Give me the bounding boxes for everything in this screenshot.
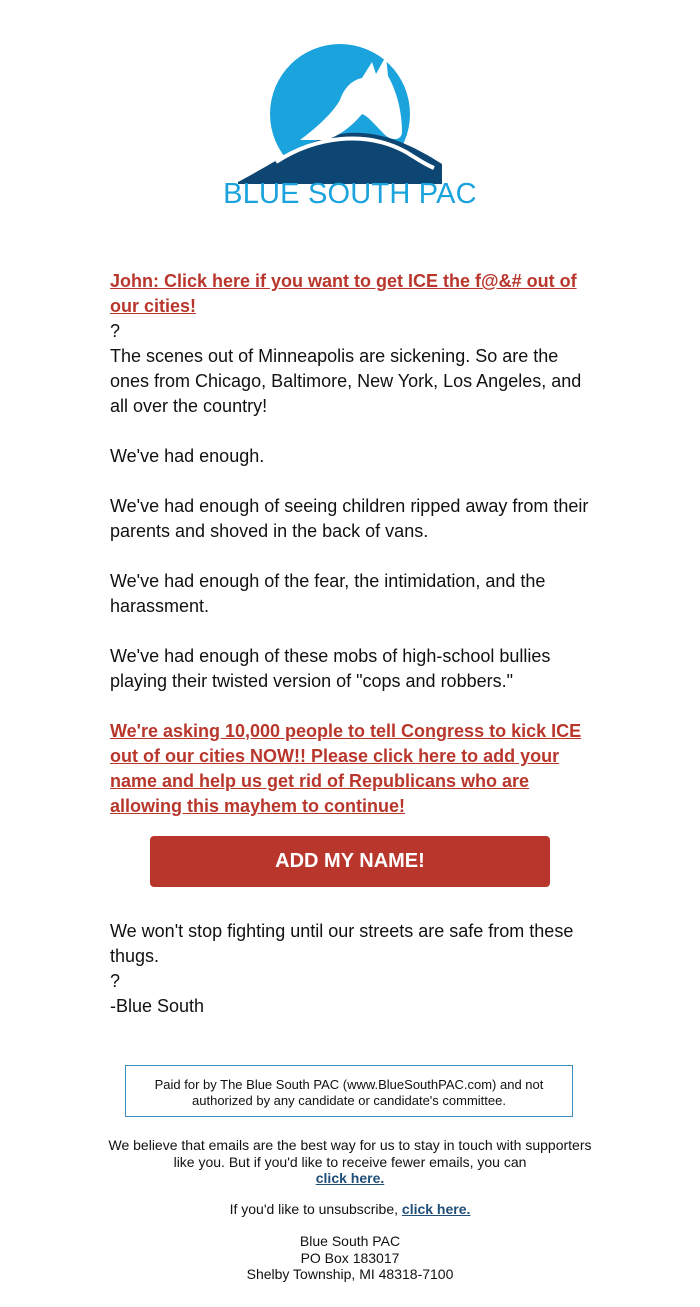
logo-text: BLUE SOUTH PAC <box>223 178 477 210</box>
paragraph: We've had enough. <box>110 446 265 466</box>
spacer-text: ? <box>110 321 121 341</box>
spacer-text: ? <box>110 971 121 991</box>
paragraph: We've had enough of the fear, the intimidation, and the harassment. <box>110 571 546 616</box>
paragraph: The scenes out of Minneapolis are sickening. So are the ones from Chicago, Baltimore, New York, Los Angeles, and all over the country! <box>110 346 582 416</box>
fewer-emails-text: We believe that emails are the best way for us to stay in touch with supporters like you. But if you'd like to receive fewer emails, you can <box>108 1137 592 1170</box>
paid-for-disclaimer <box>125 1065 573 1117</box>
headline-link[interactable]: John: Click here if you want to get ICE the f@&# out of our cities! <box>110 271 577 316</box>
mailing-address <box>100 1233 600 1283</box>
address-name: Blue South PAC <box>299 1233 401 1249</box>
address-city: Shelby Township, MI 48318-7100 <box>246 1266 454 1282</box>
paragraph: We've had enough of seeing children ripped away from their parents and shoved in the back of vans. <box>110 496 589 541</box>
unsubscribe-link[interactable]: click here. <box>401 1201 471 1217</box>
logo <box>0 40 700 220</box>
unsubscribe-notice <box>100 1201 600 1218</box>
paragraph: We've had enough of these mobs of high-school bullies playing their twisted version of "cops and robbers." <box>110 646 551 691</box>
donkey-logo-icon <box>236 44 444 184</box>
signature: -Blue South <box>110 996 205 1016</box>
email-body <box>110 269 594 1019</box>
add-my-name-button[interactable]: ADD MY NAME! <box>150 836 550 887</box>
fewer-emails-notice <box>100 1137 600 1187</box>
disclaimer-text: Paid for by The Blue South PAC (www.BlueSouthPAC.com) and not authorized by any candidate or candidate's committee. <box>154 1077 544 1108</box>
closing-text: We won't stop fighting until our streets are safe from these thugs. <box>110 921 574 966</box>
fewer-emails-link[interactable]: click here. <box>315 1170 385 1186</box>
cta-link[interactable]: We're asking 10,000 people to tell Congress to kick ICE out of our cities NOW!! Please click here to add your name and help us get rid of Republicans who are allowing this mayhem to continue! <box>110 721 582 816</box>
address-box: PO Box 183017 <box>300 1249 400 1266</box>
unsubscribe-text: If you'd like to unsubscribe, <box>229 1201 399 1217</box>
